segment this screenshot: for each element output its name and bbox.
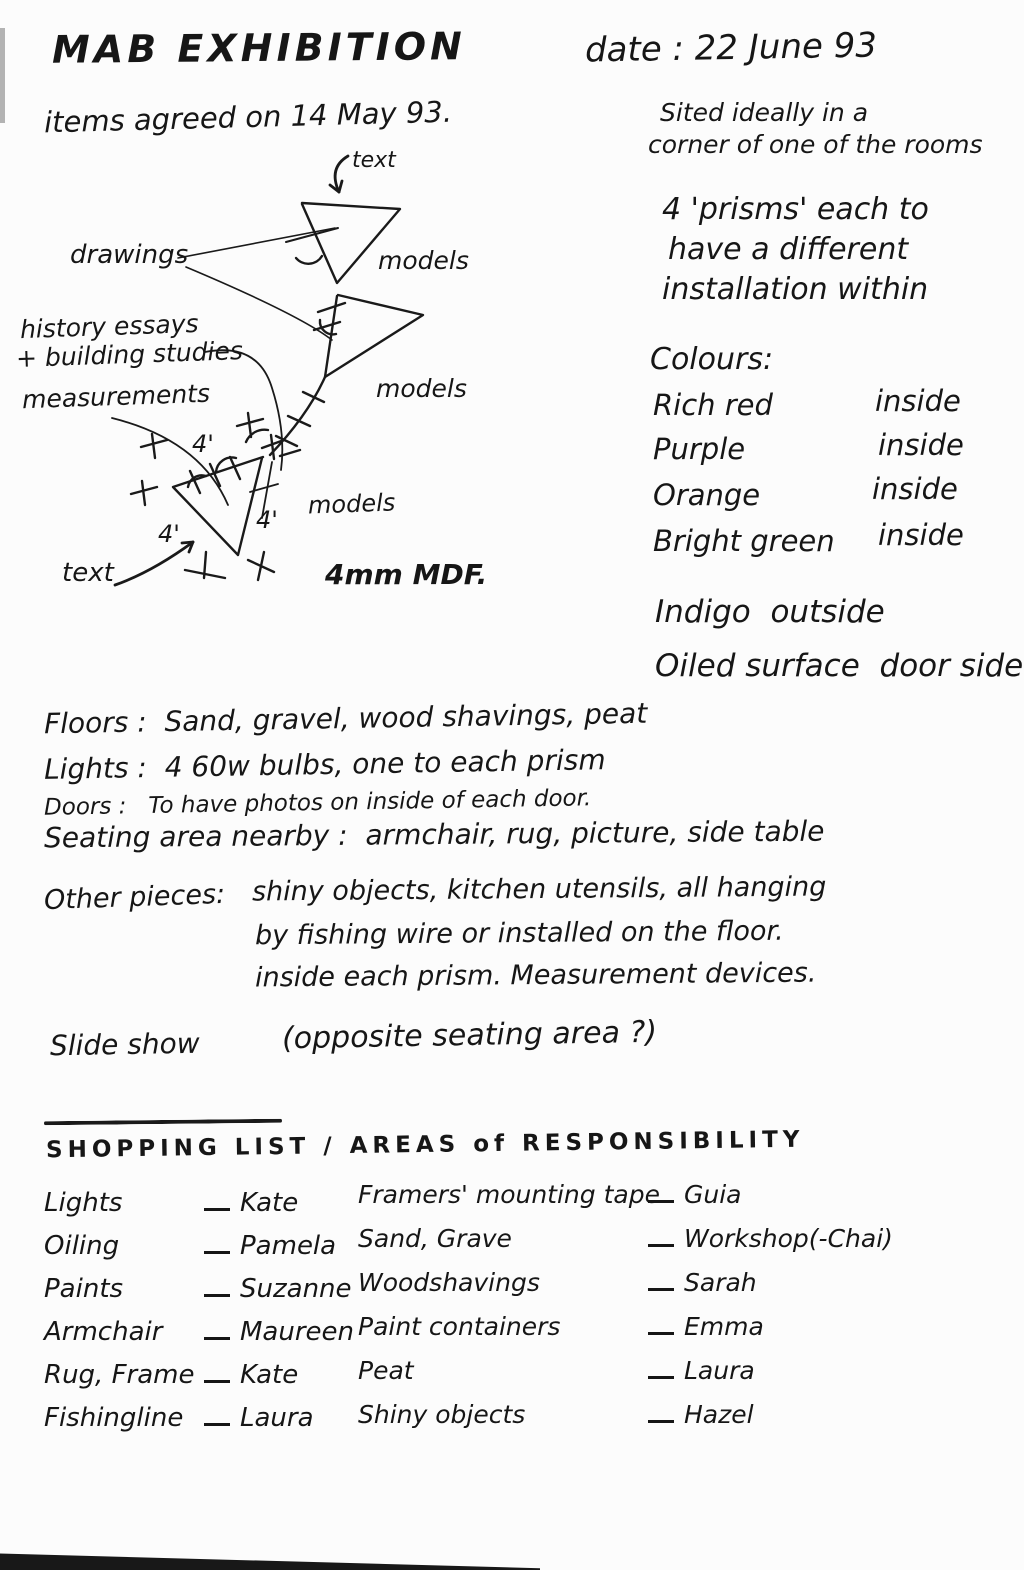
label-models-top: models: [378, 246, 469, 275]
label-history-1: history essays: [19, 308, 199, 345]
page-title: MAB EXHIBITION: [51, 24, 467, 72]
shopping-left-item-4: Rug, Frame: [44, 1360, 195, 1390]
shopping-left-item-2: Paints: [44, 1274, 124, 1304]
shopping-left-person-4: Kate: [240, 1360, 299, 1390]
doors-line: [44, 785, 592, 821]
shopping-right-item-1: Sand, Grave: [358, 1224, 512, 1253]
list-item: [358, 1312, 893, 1356]
shopping-left-person-1: Pamela: [240, 1231, 337, 1261]
shopping-left-list: [44, 1188, 354, 1446]
colour-extra-where-1: door side: [879, 648, 1024, 684]
doors-label: Doors :: [43, 793, 127, 821]
shopping-heading: SHOPPING LIST / AREAS of RESPONSIBILITY: [45, 1126, 805, 1164]
shopping-left-person-3: Maureen: [240, 1317, 355, 1347]
dash: [648, 1200, 674, 1203]
list-item: [358, 1224, 893, 1268]
date-line: date : 22 June 93: [584, 25, 878, 71]
label-dim-c: 4': [256, 506, 278, 534]
seating-label: Seating area nearby :: [43, 818, 348, 855]
doors-value: To have photos on inside of each door.: [148, 785, 592, 819]
shopping-right-item-0: Framers' mounting tape: [358, 1180, 660, 1209]
shopping-right-person-0: Guia: [684, 1180, 742, 1209]
agreed-line: items agreed on 14 May 93.: [43, 94, 453, 140]
colour-extra-name-1: Oiled surface: [655, 648, 860, 684]
label-text-top: text: [352, 148, 396, 173]
list-item: [44, 1360, 354, 1403]
seating-line: [44, 815, 825, 855]
dash: [648, 1420, 674, 1423]
other-pieces-1: shiny objects, kitchen utensils, all hanging: [251, 871, 827, 908]
other-pieces-2: by fishing wire or installed on the floor.: [254, 915, 784, 952]
shopping-right-item-2: Woodshavings: [358, 1268, 540, 1297]
other-pieces-3: inside each prism. Measurement devices.: [254, 957, 817, 994]
shopping-left-item-5: Fishingline: [44, 1403, 184, 1433]
list-item: [44, 1231, 354, 1274]
floors-value: Sand, gravel, wood shavings, peat: [164, 696, 648, 739]
lights-value: 4 60w bulbs, one to each prism: [164, 743, 606, 784]
scan-edge-artifact: [0, 28, 5, 123]
dash: [648, 1288, 674, 1291]
floors-label: Floors :: [43, 705, 147, 741]
shopping-left-item-3: Armchair: [44, 1317, 163, 1347]
prisms-note-3: installation within: [662, 272, 929, 307]
shopping-right-item-5: Shiny objects: [358, 1400, 526, 1429]
list-item: [44, 1317, 354, 1360]
colour-name-0: Rich red: [653, 388, 773, 422]
shopping-right-person-3: Emma: [684, 1312, 764, 1341]
colour-where-2: inside: [872, 472, 958, 506]
label-drawings: drawings: [70, 240, 189, 270]
colour-name-3: Bright green: [653, 524, 835, 558]
shopping-right-person-1: Workshop(-Chai): [684, 1224, 893, 1253]
slide-show-label: Slide show: [49, 1026, 200, 1063]
shopping-left-item-1: Oiling: [44, 1231, 120, 1261]
dash: [648, 1244, 674, 1247]
floors-line: [44, 697, 648, 741]
prisms-note-1: 4 'prisms' each to: [662, 192, 929, 227]
colour-where-3: inside: [878, 518, 964, 552]
list-item: [358, 1268, 893, 1312]
lights-label: Lights :: [43, 751, 148, 786]
shopping-left-person-2: Suzanne: [240, 1274, 352, 1304]
colour-extra-0: [655, 594, 885, 630]
shopping-left-person-5: Laura: [240, 1403, 314, 1433]
list-item: [358, 1180, 893, 1224]
list-item: [358, 1356, 893, 1400]
dash: [204, 1294, 230, 1297]
sited-line-2: corner of one of the rooms: [648, 130, 983, 159]
colour-extra-where-0: outside: [770, 594, 885, 630]
sited-line-1: Sited ideally in a: [660, 98, 869, 127]
list-item: [44, 1188, 354, 1231]
shopping-right-person-4: Laura: [684, 1356, 755, 1385]
label-models-mid: models: [376, 374, 467, 403]
shopping-right-person-2: Sarah: [684, 1268, 757, 1297]
slide-show-note: (opposite seating area ?): [281, 1014, 658, 1057]
dash: [204, 1337, 230, 1340]
shopping-right-item-3: Paint containers: [358, 1312, 561, 1341]
dash: [204, 1251, 230, 1254]
seating-value: armchair, rug, picture, side table: [365, 814, 825, 852]
label-dim-a: 4': [192, 430, 214, 458]
shopping-left-item-0: Lights: [44, 1188, 123, 1218]
dash: [204, 1380, 230, 1383]
lights-line: [44, 743, 606, 786]
colour-where-1: inside: [878, 428, 964, 462]
label-models-bottom: models: [307, 488, 396, 520]
colour-where-0: inside: [875, 384, 961, 418]
label-measurements: measurements: [21, 378, 211, 415]
colour-extra-name-0: Indigo: [655, 594, 751, 630]
shopping-right-person-5: Hazel: [684, 1400, 754, 1429]
dash: [648, 1376, 674, 1379]
label-text-bottom: text: [62, 558, 114, 588]
label-dim-b: 4': [158, 520, 180, 548]
shopping-right-list: [358, 1180, 893, 1444]
colours-heading: Colours:: [650, 342, 774, 377]
label-history-2: + building studies: [15, 336, 244, 373]
scan-bottom-artifact: [0, 1548, 540, 1570]
prisms-note-2: have a different: [668, 232, 909, 267]
shopping-right-item-4: Peat: [358, 1356, 414, 1385]
colour-name-2: Orange: [653, 478, 761, 512]
shopping-left-person-0: Kate: [240, 1188, 299, 1218]
heading-underline: [44, 1119, 282, 1125]
colour-name-1: Purple: [653, 432, 746, 466]
list-item: [44, 1274, 354, 1317]
label-material: 4mm MDF.: [325, 558, 488, 591]
dash: [648, 1332, 674, 1335]
dash: [204, 1208, 230, 1211]
list-item: [44, 1403, 354, 1446]
dash: [204, 1423, 230, 1426]
list-item: [358, 1400, 893, 1444]
colour-extra-1: [655, 648, 1023, 684]
other-pieces-label: Other pieces:: [43, 878, 226, 917]
